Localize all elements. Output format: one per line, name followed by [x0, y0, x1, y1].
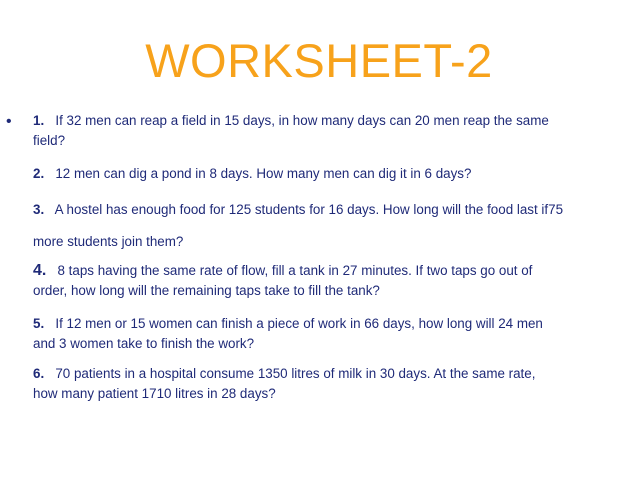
bullet-marker: • — [6, 113, 12, 130]
question-text-continued: how many patient 1710 litres in 28 days? — [33, 386, 276, 401]
question-number: 3. — [33, 202, 45, 217]
question-number: 1. — [33, 113, 45, 128]
question-text: 12 men can dig a pond in 8 days. How many men can dig it in 6 days? — [55, 166, 472, 181]
question-text: 8 taps having the same rate of flow, fill a tank in 27 minutes. If two taps go out of — [57, 263, 533, 278]
question-text: A hostel has enough food for 125 students for 16 days. How long will the food last if75 — [54, 202, 564, 217]
question-number: 5. — [33, 316, 45, 331]
question-1 — [33, 111, 549, 151]
question-text-continued: field? — [33, 133, 66, 148]
question-number: 6. — [33, 366, 45, 381]
question-2 — [33, 164, 471, 184]
question-text: If 32 men can reap a field in 15 days, in how many days can 20 men reap the same — [55, 113, 549, 128]
question-number: 2. — [33, 166, 45, 181]
question-text-continued: and 3 women take to finish the work? — [33, 336, 255, 351]
question-3 — [33, 200, 563, 252]
worksheet-title: WORKSHEET-2 — [145, 34, 493, 87]
question-6 — [33, 364, 535, 404]
question-number: 4. — [33, 262, 47, 279]
question-4 — [33, 261, 532, 301]
question-5 — [33, 314, 543, 354]
question-text-continued: more students join them? — [33, 234, 184, 249]
question-text: If 12 men or 15 women can finish a piece of work in 66 days, how long will 24 men — [55, 316, 543, 331]
question-text: 70 patients in a hospital consume 1350 litres of milk in 30 days. At the same rate, — [55, 366, 536, 381]
question-text-continued: order, how long will the remaining taps take to fill the tank? — [33, 283, 380, 298]
